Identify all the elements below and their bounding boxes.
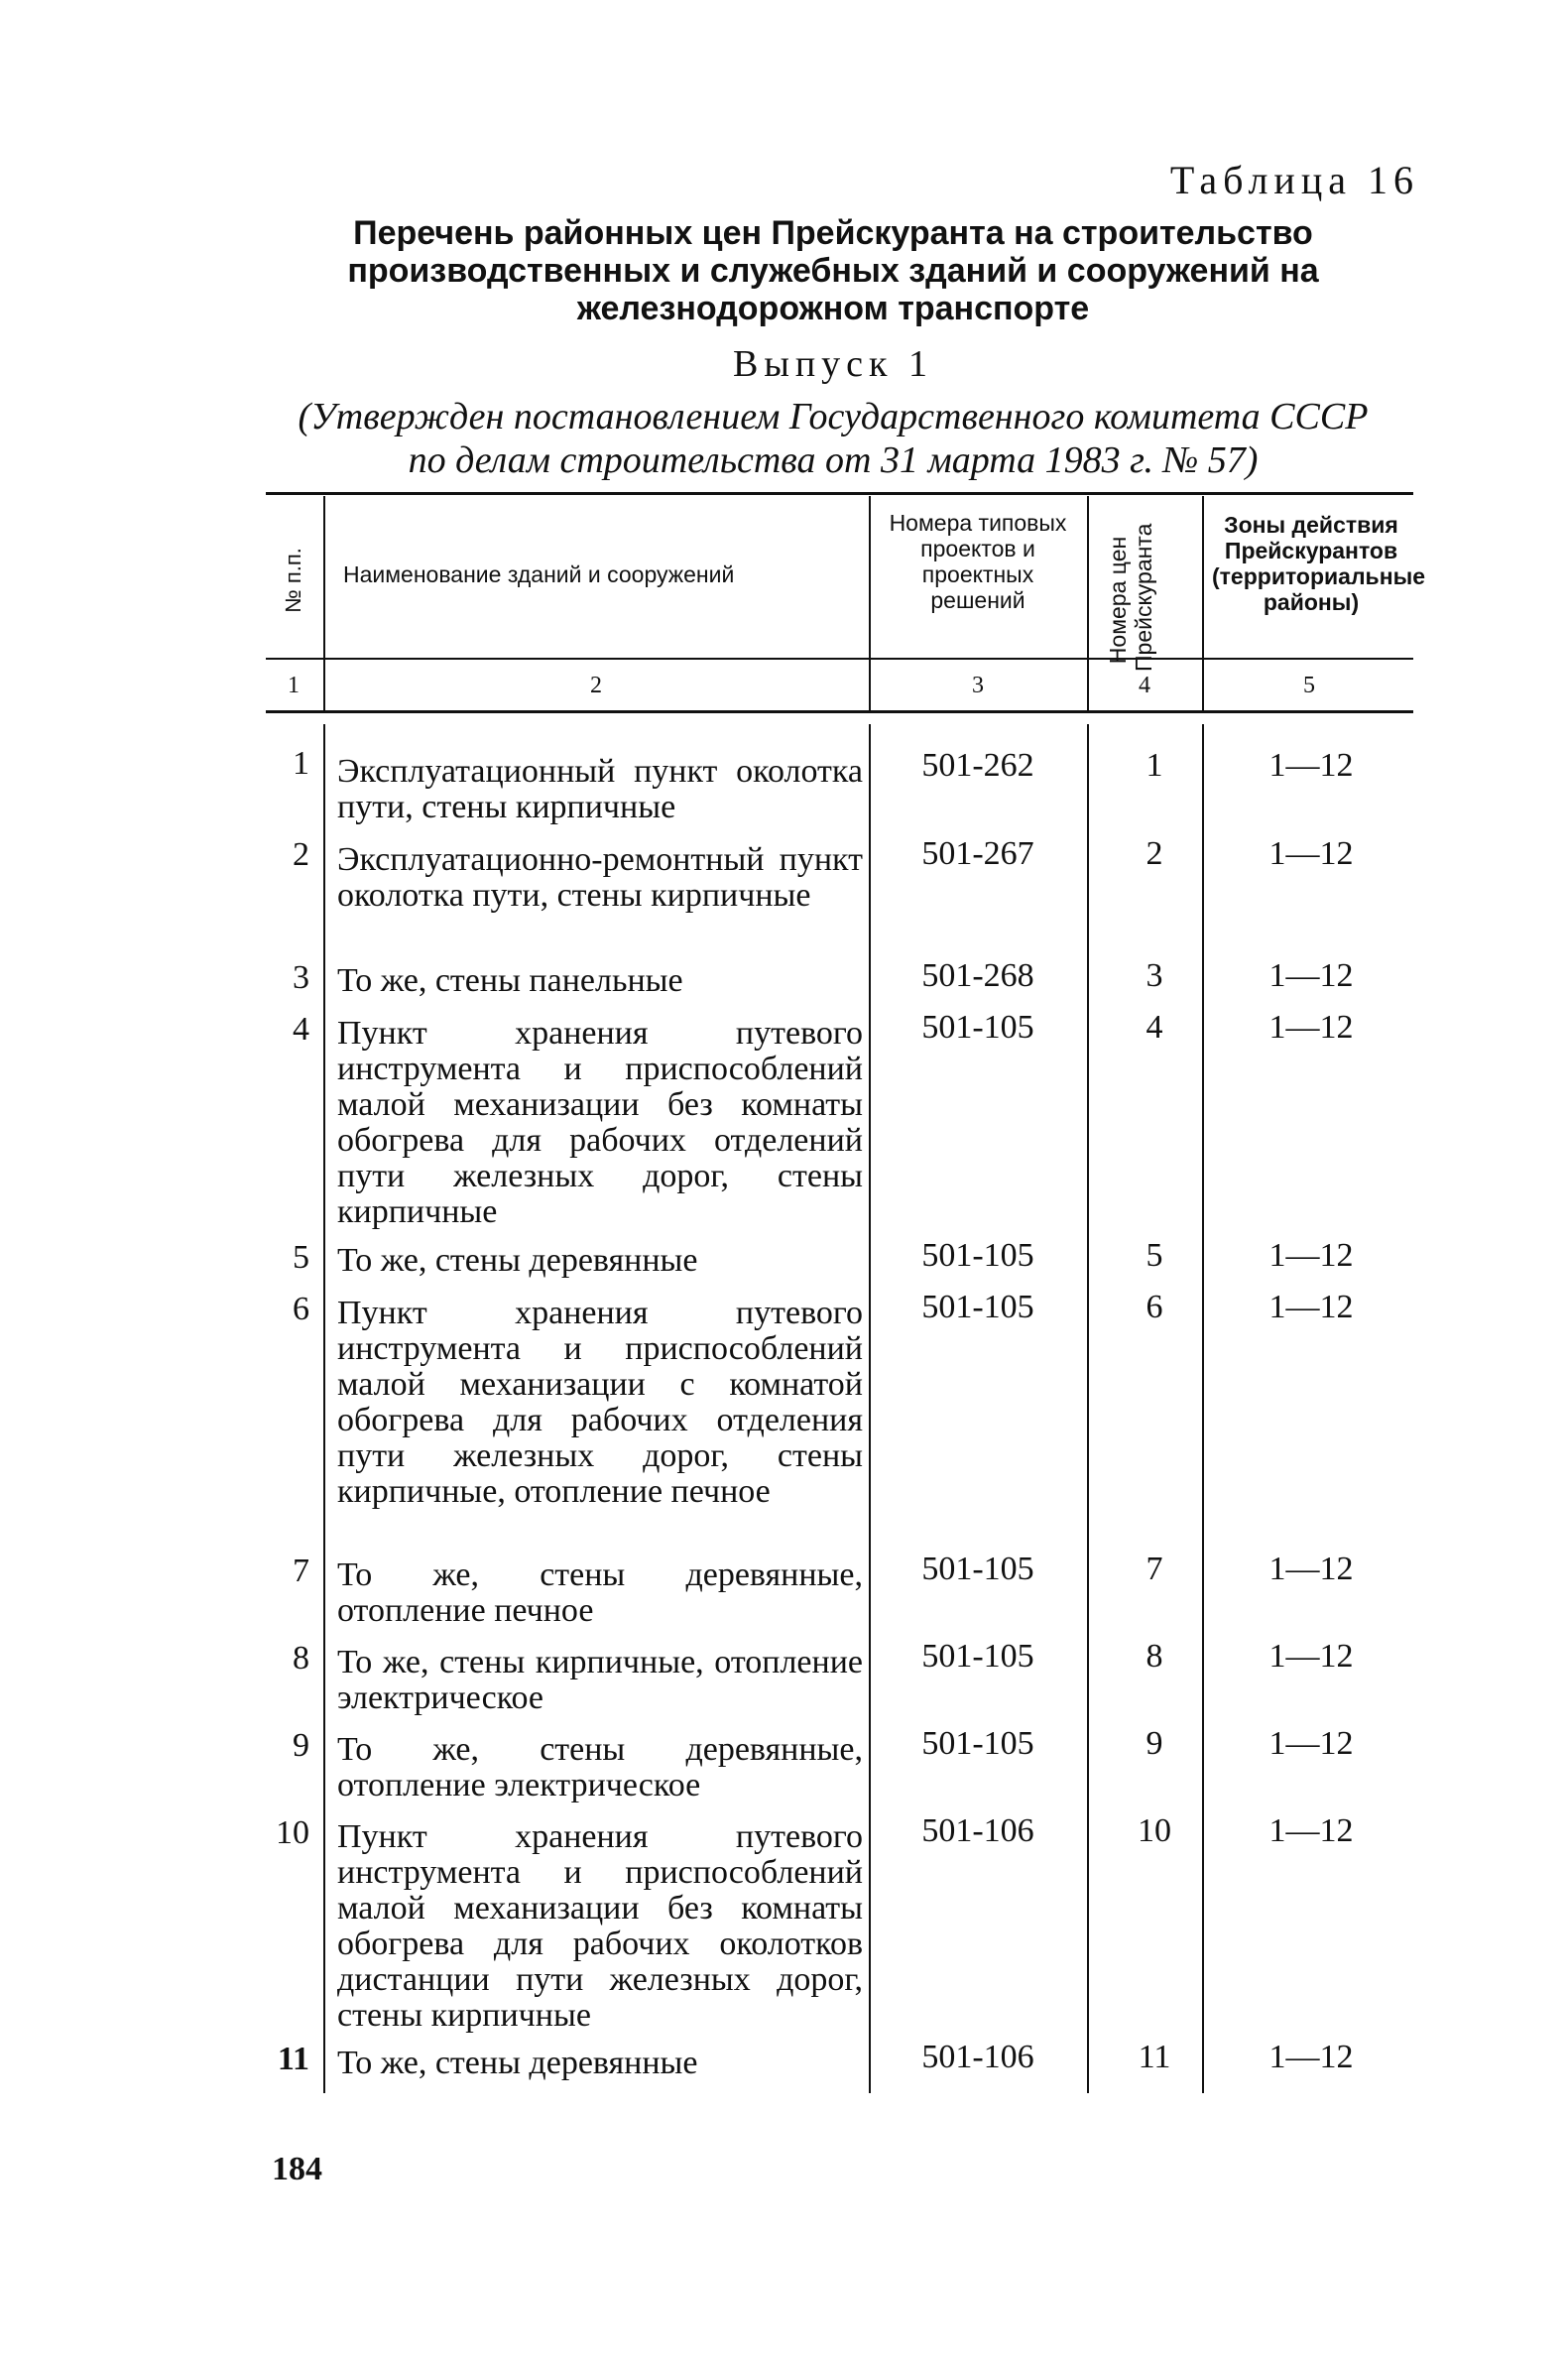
row-name: Эксплуатационно-ремонтный пункт околотка пути, стены кирпичные (337, 841, 863, 914)
row-project: 501-106 (921, 2039, 1034, 2075)
row-zone: 1—12 (1268, 1812, 1354, 1849)
row-name: То же, стены деревянные, отопление электрическое (337, 1731, 863, 1803)
row-price: 10 (1138, 1812, 1171, 1849)
row-price: 11 (1138, 2039, 1171, 2075)
column-number-3: 3 (972, 673, 984, 698)
body-divider-2 (869, 724, 871, 2093)
row-price: 1 (1146, 747, 1163, 784)
header-zone: Зоны действия Прейскурантов (территориальные районы) (1212, 512, 1426, 615)
row-name: То же, стены панельные (337, 962, 683, 999)
row-zone: 1—12 (1268, 957, 1354, 994)
row-name: Пункт хранения путевого инструмента и приспособлений малой механизации без комнаты обогрева для рабочих околотков дистанции пути железных дорог, стены кирпичные (337, 1818, 863, 2034)
row-num: 6 (293, 1291, 309, 1327)
row-project: 501-106 (921, 1812, 1034, 1849)
row-name: Пункт хранения путевого инструмента и приспособлений малой механизации без комнаты обогрева для рабочих отделений пути железных дорог, стены кирпичные (337, 1015, 863, 1230)
header-bottom-rule (266, 658, 1413, 660)
row-num: 2 (293, 836, 309, 873)
row-price: 9 (1146, 1725, 1163, 1762)
row-num: 10 (276, 1814, 309, 1851)
page-title: Перечень районных цен Прейскуранта на строительство производственных и служебных зданий и сооружений на железнодорожном транспорте (347, 214, 1319, 327)
row-num: 11 (277, 2041, 309, 2077)
row-num: 1 (293, 745, 309, 782)
row-num: 8 (293, 1640, 309, 1677)
row-project: 501-262 (921, 747, 1034, 784)
row-zone: 1—12 (1268, 1725, 1354, 1762)
column-number-1: 1 (288, 673, 300, 698)
row-name: То же, стены кирпичные, отопление электрическое (337, 1644, 863, 1716)
row-project: 501-105 (921, 1638, 1034, 1675)
row-project: 501-267 (921, 835, 1034, 872)
row-num: 3 (293, 959, 309, 996)
row-price: 4 (1146, 1009, 1163, 1046)
row-name: То же, стены деревянные, отопление печное (337, 1556, 863, 1629)
row-num: 7 (293, 1553, 309, 1589)
row-num: 9 (293, 1727, 309, 1764)
column-number-5: 5 (1303, 673, 1315, 698)
row-price: 6 (1146, 1289, 1163, 1325)
row-name: То же, стены деревянные (337, 1242, 698, 1279)
column-number-4: 4 (1139, 673, 1150, 698)
row-zone: 1—12 (1268, 747, 1354, 784)
table-top-rule (266, 492, 1413, 495)
row-zone: 1—12 (1268, 835, 1354, 872)
row-zone: 1—12 (1268, 2039, 1354, 2075)
body-divider-1 (323, 724, 325, 2093)
approval-note: (Утвержден постановлением Государственного комитета СССР по делам строительства от 31 марта 1983 г. № 57) (298, 396, 1369, 481)
body-divider-3 (1087, 724, 1089, 2093)
col-divider-3 (1087, 496, 1089, 710)
body-divider-4 (1202, 724, 1204, 2093)
row-name: То же, стены деревянные (337, 2045, 698, 2081)
row-name: Пункт хранения путевого инструмента и приспособлений малой механизации с комнатой обогрева для рабочих отделения пути железных дорог, стены кирпичные, отопление печное (337, 1295, 863, 1510)
row-zone: 1—12 (1268, 1638, 1354, 1675)
row-num: 4 (293, 1011, 309, 1048)
header-num: № п.п. (281, 548, 305, 613)
header-project: Номера типовых проектов и проектных решений (889, 510, 1067, 613)
header-price: Номера цен Прейскуранта (1105, 523, 1156, 672)
column-number-rule (266, 710, 1413, 713)
issue-label: Выпуск 1 (732, 343, 934, 385)
row-project: 501-105 (921, 1289, 1034, 1325)
row-project: 501-105 (921, 1237, 1034, 1274)
row-project: 501-105 (921, 1009, 1034, 1046)
row-num: 5 (293, 1239, 309, 1276)
column-number-2: 2 (590, 673, 602, 698)
row-price: 5 (1146, 1237, 1163, 1274)
col-divider-4 (1202, 496, 1204, 710)
row-price: 8 (1146, 1638, 1163, 1675)
row-price: 3 (1146, 957, 1163, 994)
row-zone: 1—12 (1268, 1289, 1354, 1325)
row-zone: 1—12 (1268, 1009, 1354, 1046)
row-name: Эксплуатационный пункт околотка пути, стены кирпичные (337, 753, 863, 825)
header-name: Наименование зданий и сооружений (343, 561, 735, 587)
row-project: 501-105 (921, 1551, 1034, 1587)
row-price: 2 (1146, 835, 1163, 872)
col-divider-2 (869, 496, 871, 710)
page-number: 184 (272, 2151, 322, 2187)
table-label: Таблица 16 (1169, 158, 1419, 202)
col-divider-1 (323, 496, 325, 710)
row-price: 7 (1146, 1551, 1163, 1587)
row-zone: 1—12 (1268, 1237, 1354, 1274)
row-project: 501-268 (921, 957, 1034, 994)
row-zone: 1—12 (1268, 1551, 1354, 1587)
row-project: 501-105 (921, 1725, 1034, 1762)
